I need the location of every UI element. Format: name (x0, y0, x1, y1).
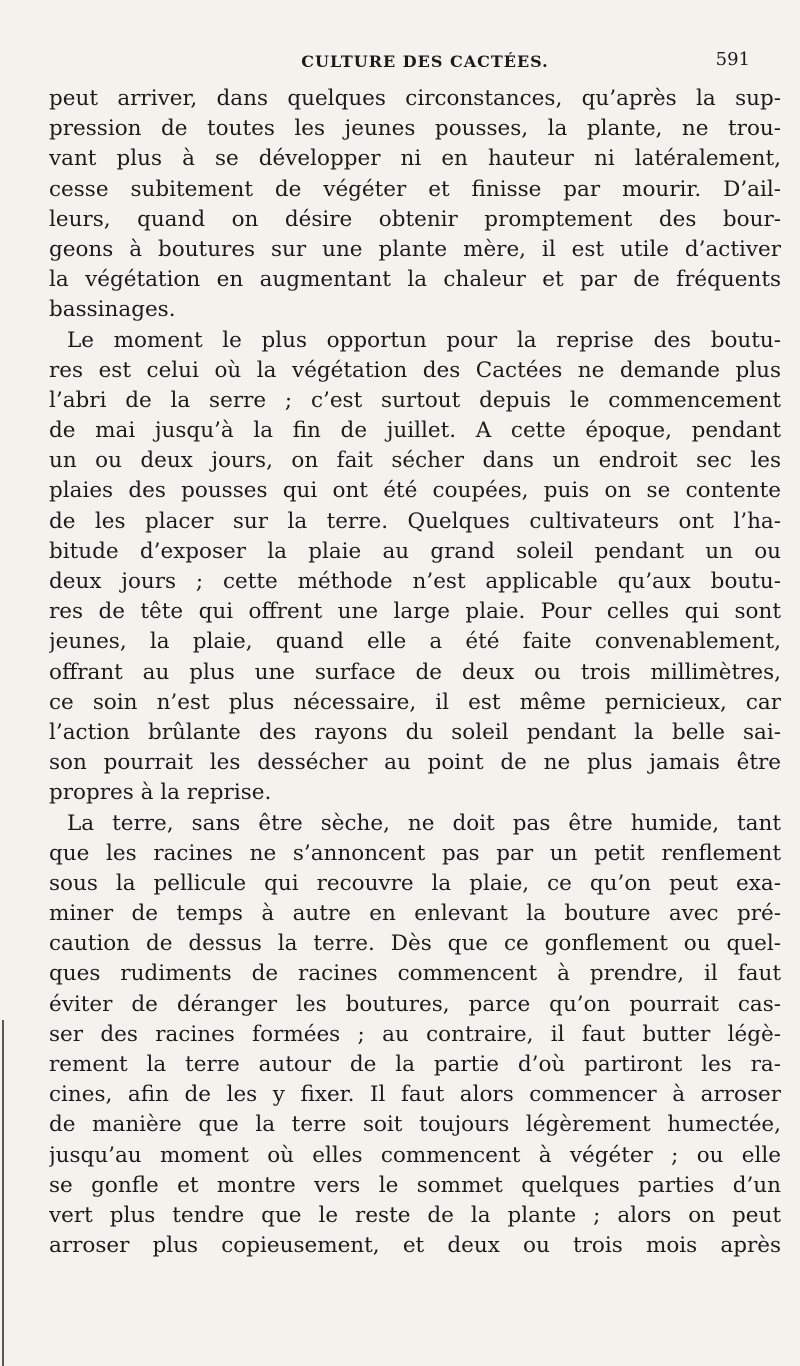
text-line: ques rudiments de racines commencent à prendre, il faut (49, 961, 781, 987)
text-line: bitude d’exposer la plaie au grand soleil pendant un ou (49, 538, 781, 564)
body-text (49, 84, 781, 1261)
text-line: de les placer sur la terre. Quelques cultivateurs ont l’ha- (49, 508, 781, 534)
text-line: l’action brûlante des rayons du soleil pendant la belle sai- (49, 719, 781, 745)
text-line: jusqu’au moment où elles commencent à végéter ; ou elle (49, 1142, 781, 1168)
text-line: cesse subitement de végéter et finisse par mourir. D’ail- (49, 176, 781, 202)
text-line: se gonfle et montre vers le sommet quelques parties d’un (49, 1172, 781, 1198)
text-line: sous la pellicule qui recouvre la plaie, ce qu’on peut exa- (49, 870, 781, 896)
text-line: peut arriver, dans quelques circonstances, qu’après la sup- (49, 86, 781, 111)
text-line: de manière que la terre soit toujours légèrement humectée, (49, 1112, 781, 1138)
text-line: propres à la reprise. (49, 780, 272, 806)
text-line: l’abri de la serre ; c’est surtout depuis le commencement (49, 387, 781, 413)
text-line: de mai jusqu’à la fin de juillet. A cette époque, pendant (49, 418, 781, 444)
running-head: CULTURE DES CACTÉES. (301, 52, 549, 71)
text-line: Le moment le plus opportun pour la reprise des boutu- (67, 327, 781, 353)
text-line: deux jours ; cette méthode n’est applicable qu’aux boutu- (49, 569, 781, 594)
text-line: bassinages. (49, 297, 176, 323)
text-line: plaies des pousses qui ont été coupées, puis on se contente (49, 478, 781, 504)
text-line: arroser plus copieusement, et deux ou trois mois après (49, 1233, 781, 1259)
text-line: res de tête qui offrent une large plaie. Pour celles qui sont (49, 599, 781, 625)
text-line: éviter de déranger les boutures, parce qu’on pourrait cas- (49, 991, 781, 1017)
text-line: la végétation en augmentant la chaleur et par de fréquents (49, 267, 781, 293)
text-line: jeunes, la plaie, quand elle a été faite convenablement, (49, 629, 781, 655)
text-line: ce soin n’est plus nécessaire, il est même pernicieux, car (49, 689, 781, 715)
text-line: caution de dessus la terre. Dès que ce gonflement ou quel- (49, 931, 781, 957)
text-line: cines, afin de les y fixer. Il faut alors commencer à arroser (49, 1082, 781, 1108)
text-line: ser des racines formées ; au contraire, il faut butter légè- (49, 1021, 781, 1047)
text-line: son pourrait les dessécher au point de ne plus jamais être (49, 750, 781, 776)
text-line: geons à boutures sur une plante mère, il est utile d’activer (49, 236, 781, 262)
text-line: pression de toutes les jeunes pousses, la plante, ne trou- (49, 116, 781, 142)
text-line: que les racines ne s’annoncent pas par un petit renflement (49, 840, 781, 866)
text-line: miner de temps à autre en enlevant la bouture avec pré- (49, 901, 781, 927)
text-line: vant plus à se développer ni en hauteur ni latéralement, (49, 146, 781, 172)
text-line: res est celui où la végétation des Cactées ne demande plus (49, 357, 781, 383)
page-number: 591 (715, 49, 750, 70)
text-line: un ou deux jours, on fait sécher dans un endroit sec les (49, 448, 781, 474)
text-line: vert plus tendre que le reste de la plante ; alors on peut (49, 1202, 781, 1228)
text-line: leurs, quand on désire obtenir promptement des bour- (49, 206, 781, 232)
scan-margin-line (2, 1020, 4, 1366)
text-line: La terre, sans être sèche, ne doit pas être humide, tant (67, 810, 781, 836)
text-line: rement la terre autour de la partie d’où partiront les ra- (49, 1052, 781, 1077)
text-line: offrant au plus une surface de deux ou trois millimètres, (49, 659, 781, 685)
